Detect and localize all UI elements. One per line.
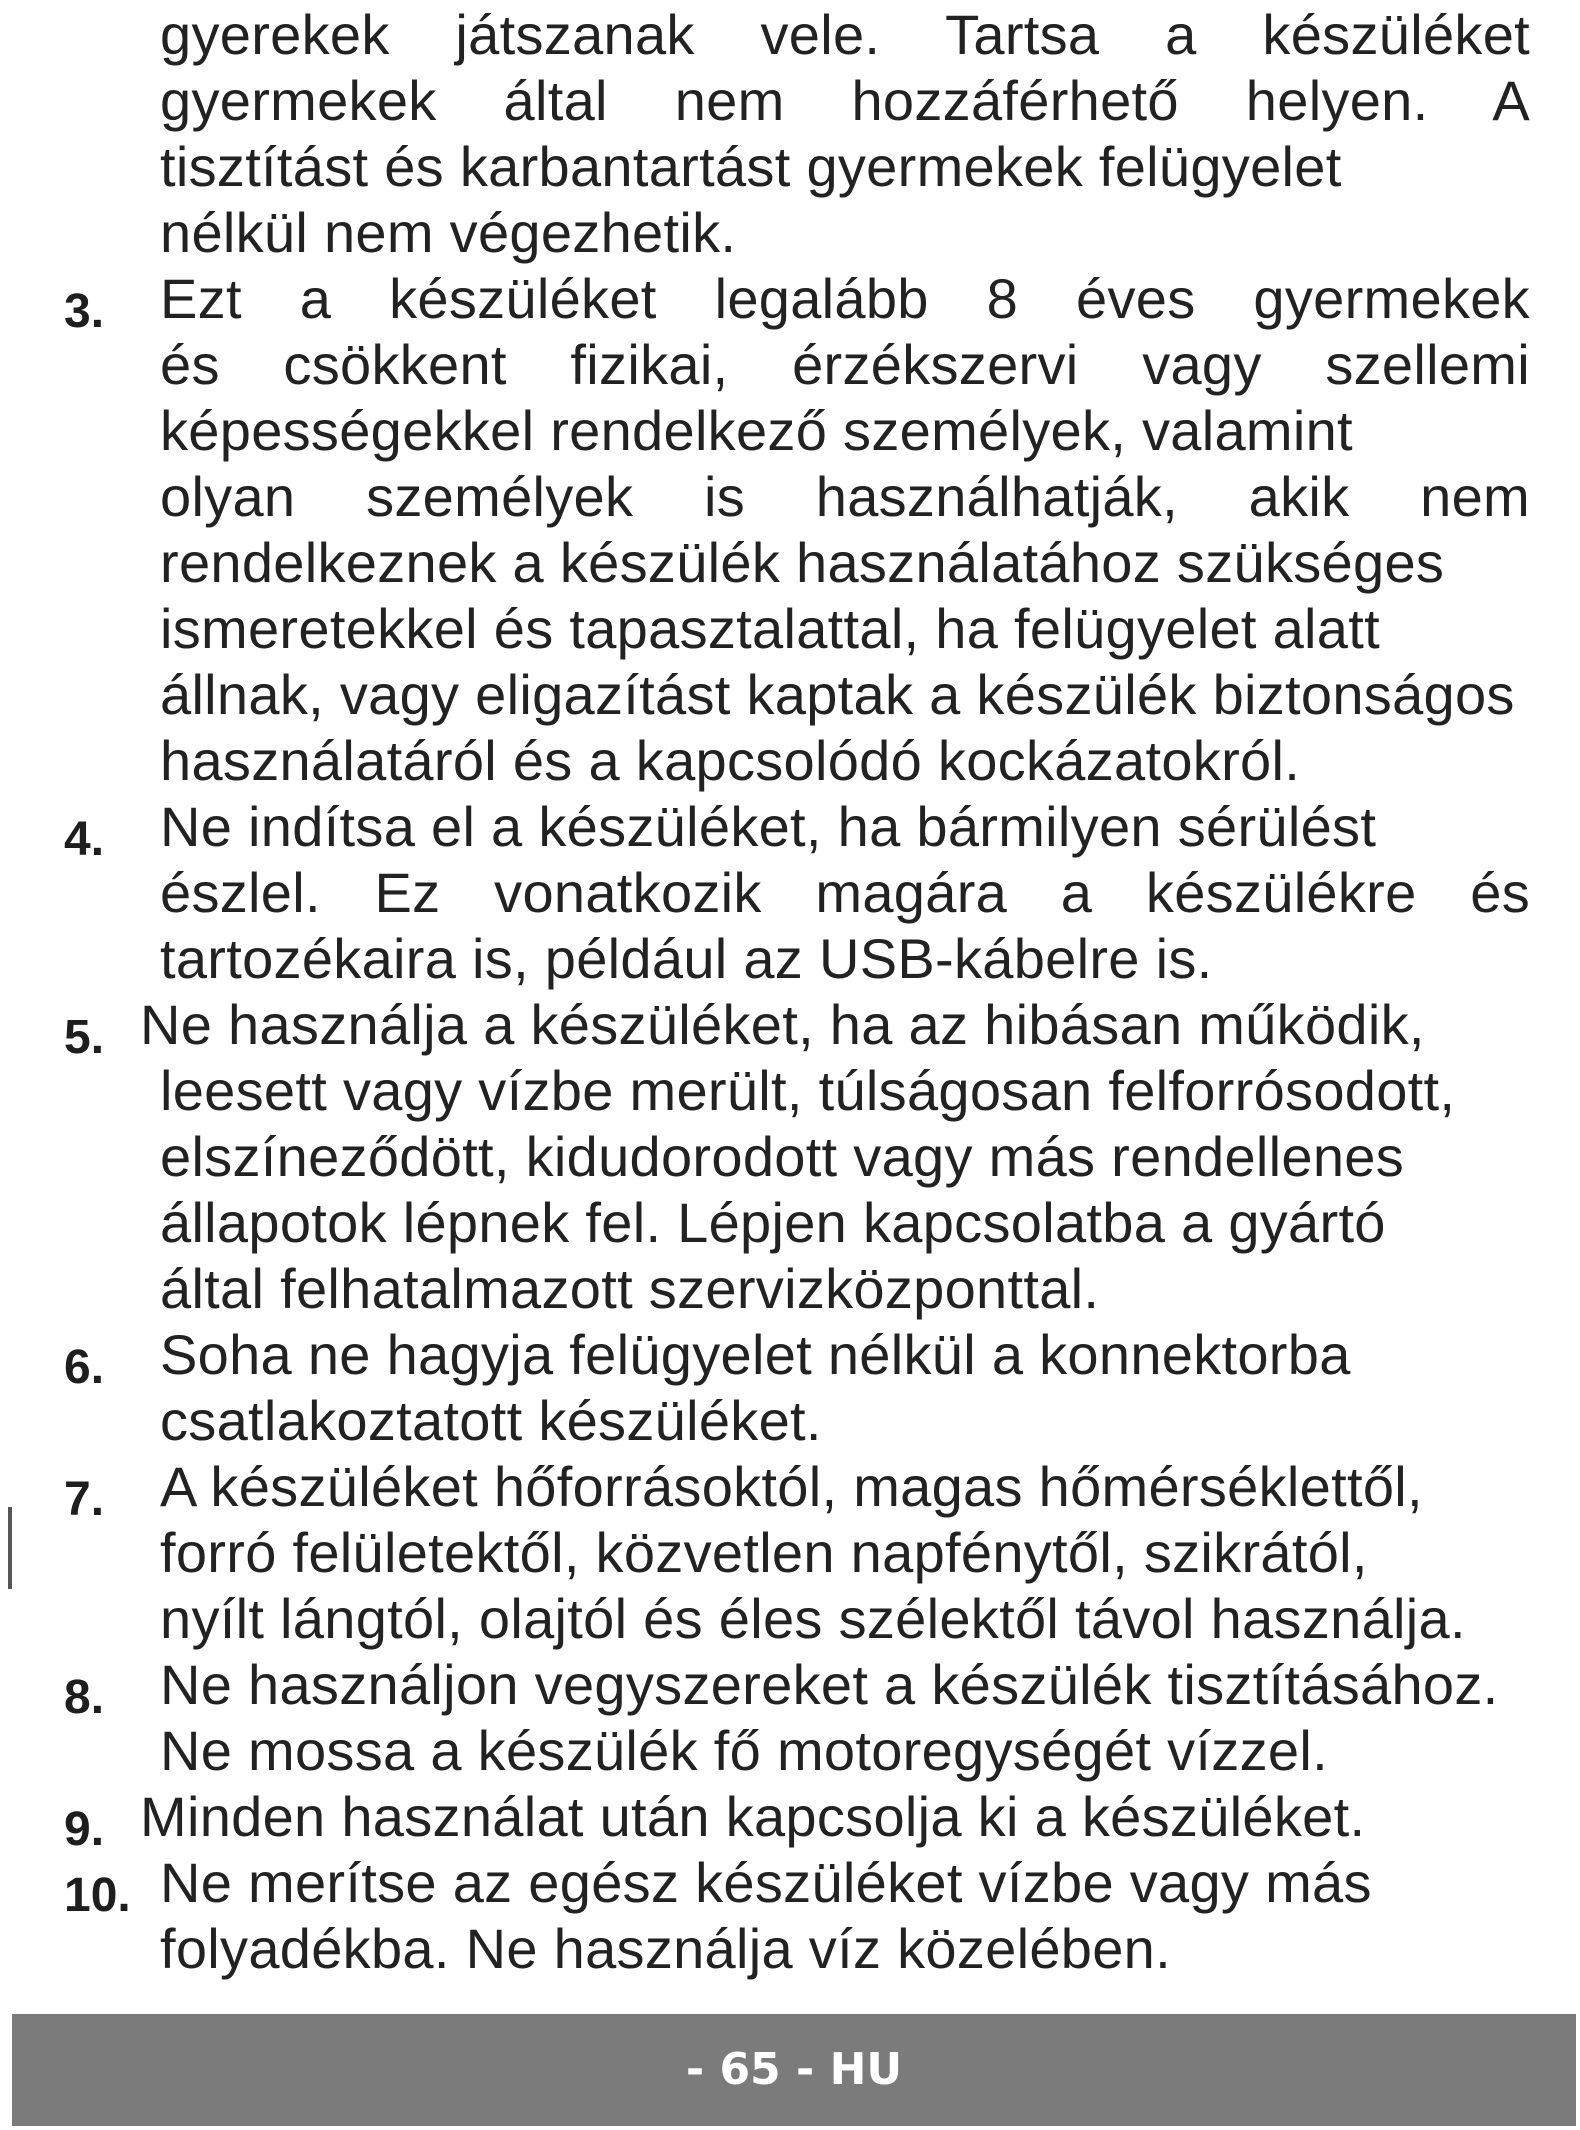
text-line: A készüléket hőforrásoktól, magas hőmérséklettől, xyxy=(160,1455,1423,1518)
list-item-7 xyxy=(0,1454,1580,1652)
text-line: Ezt a készüléket legalább 8 éves gyermekek xyxy=(160,267,1530,330)
list-item-continuation xyxy=(0,2,1580,266)
text-line: állapotok lépnek fel. Lépjen kapcsolatba a gyártó xyxy=(160,1191,1386,1254)
text-line: folyadékba. Ne használja víz közelében. xyxy=(160,1917,1171,1980)
list-item-6 xyxy=(0,1322,1580,1454)
text-line: Ne merítse az egész készüléket vízbe vagy más xyxy=(160,1851,1372,1914)
text-line: forró felületektől, közvetlen napfénytől, szikrától, xyxy=(160,1521,1368,1584)
text-line: elszíneződött, kidudorodott vagy más rendellenes xyxy=(160,1125,1405,1188)
text-line: rendelkeznek a készülék használatához szükséges xyxy=(160,531,1445,594)
list-item-5 xyxy=(0,992,1580,1322)
text-line: csatlakoztatott készüléket. xyxy=(160,1389,822,1452)
text-line: leesett vagy vízbe merült, túlságosan felforrósodott, xyxy=(160,1059,1456,1122)
list-item-8 xyxy=(0,1652,1580,1784)
list-number: 3. xyxy=(64,285,105,338)
list-item-9 xyxy=(0,1784,1580,1856)
text-line: Ne használja a készüléket, ha az hibásan működik, xyxy=(140,993,1425,1056)
list-item-3 xyxy=(0,266,1580,794)
text-line: használatáról és a kapcsolódó kockázatokról. xyxy=(160,729,1301,792)
list-number: 5. xyxy=(64,1011,105,1064)
list-number: 8. xyxy=(64,1671,105,1724)
text-line: olyan személyek is használhatják, akik nem xyxy=(160,465,1530,528)
list-number: 10. xyxy=(64,1869,131,1922)
text-line: Soha ne hagyja felügyelet nélkül a konnektorba xyxy=(160,1323,1351,1386)
list-item-10 xyxy=(0,1850,1580,1982)
text-line: képességekkel rendelkező személyek, valamint xyxy=(160,399,1353,462)
list-number: 9. xyxy=(64,1803,105,1856)
text-line: nyílt lángtól, olajtól és éles szélektől távol használja. xyxy=(160,1587,1466,1650)
list-number: 7. xyxy=(64,1473,105,1526)
text-line: észlel. Ez vonatkozik magára a készülékre és xyxy=(160,861,1530,924)
margin-mark xyxy=(8,1507,12,1589)
text-line: által felhatalmazott szervizközponttal. xyxy=(160,1257,1100,1320)
text-line: és csökkent fizikai, érzékszervi vagy szellemi xyxy=(160,333,1530,396)
text-line: gyerekek játszanak vele. Tartsa a készüléket xyxy=(160,3,1530,66)
list-item-4 xyxy=(0,794,1580,992)
page-number: - 65 - HU xyxy=(685,2044,903,2095)
text-line: ismeretekkel és tapasztalattal, ha felügyelet alatt xyxy=(160,597,1380,660)
text-line: nélkül nem végezhetik. xyxy=(160,201,737,264)
text-line: állnak, vagy eligazítást kaptak a készülék biztonságos xyxy=(160,663,1515,726)
text-line: tisztítást és karbantartást gyermekek felügyelet xyxy=(160,135,1342,198)
text-line: Ne indítsa el a készüléket, ha bármilyen sérülést xyxy=(160,795,1377,858)
page-footer xyxy=(12,2014,1576,2126)
text-line: Ne mossa a készülék fő motoregységét vízzel. xyxy=(160,1719,1328,1782)
text-line: tartozékaira is, például az USB-kábelre is. xyxy=(160,927,1213,990)
text-line: gyermekek által nem hozzáférhető helyen. A xyxy=(160,69,1530,132)
text-line: Ne használjon vegyszereket a készülék tisztításához. xyxy=(160,1653,1499,1716)
list-number: 6. xyxy=(64,1341,105,1394)
list-number: 4. xyxy=(64,813,105,866)
text-line: Minden használat után kapcsolja ki a készüléket. xyxy=(140,1785,1366,1848)
